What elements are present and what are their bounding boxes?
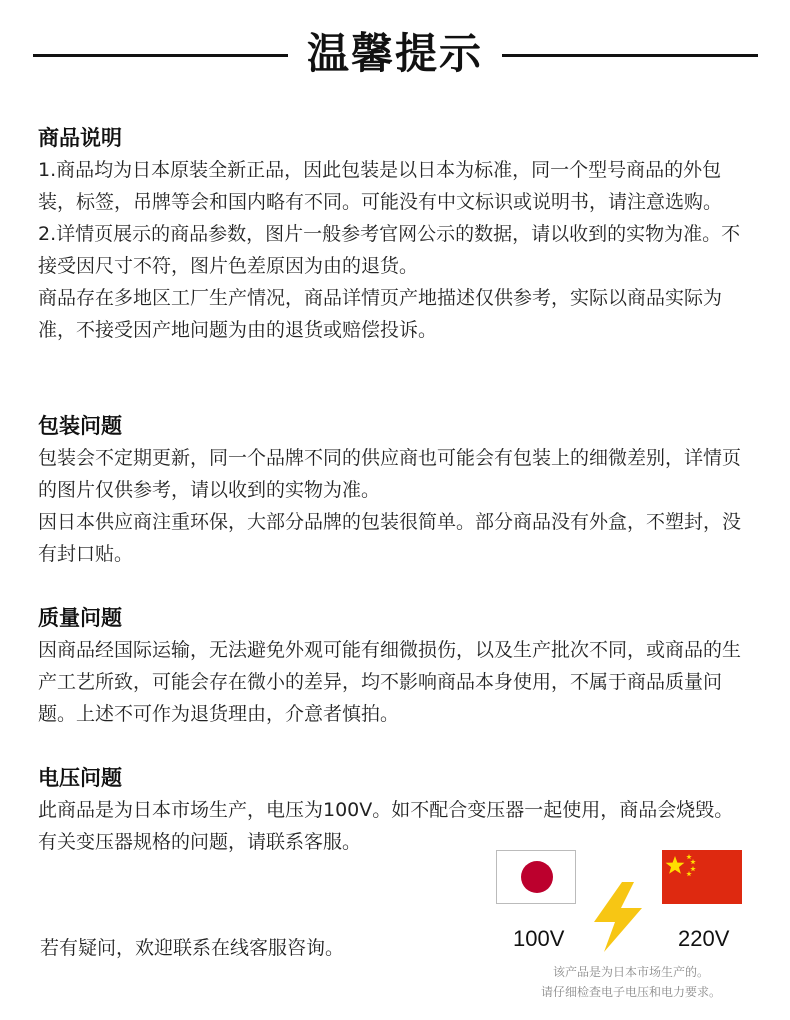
japan-flag-icon <box>496 850 576 904</box>
china-voltage-label: 220V <box>678 926 730 951</box>
page-title: 温馨提示 <box>306 29 483 78</box>
section-heading: 包装问题 <box>38 414 122 438</box>
japan-voltage-label: 100V <box>513 926 565 951</box>
section-paragraph: 因商品经国际运输，无法避免外观可能有细微损伤，以及生产批次不同，或商品的生产工艺所致，可能会存在微小的差异，均不影响商品本身使用，不属于商品质量问题。上述不可作为退货理由，介意者慎拍。 <box>38 639 742 725</box>
section-heading: 商品说明 <box>38 126 122 150</box>
section-heading: 电压问题 <box>38 766 122 790</box>
section-paragraph: 此商品是为日本市场生产，电压为100V。如不配合变压器一起使用，商品会烧毁。 <box>38 799 734 821</box>
voltage-note-line-2: 请仔细检查电子电压和电力要求。 <box>540 985 721 999</box>
page-header <box>0 20 790 90</box>
section-heading: 质量问题 <box>38 606 122 630</box>
voltage-figure <box>496 848 766 1008</box>
section-paragraph: 包装会不定期更新，同一个品牌不同的供应商也可能会有包装上的细微差别，详情页的图片仅供参考，请以收到的实物为准。 <box>38 447 742 501</box>
contact-line: 若有疑问，欢迎联系在线客服咨询。 <box>40 937 345 959</box>
section-paragraph: 商品存在多地区工厂生产情况，商品详情页产地描述仅供参考，实际以商品实际为准，不接受因产地问题为由的退货或赔偿投诉。 <box>38 287 723 341</box>
section-quality <box>38 602 758 730</box>
section-paragraph: 有关变压器规格的问题，请联系客服。 <box>38 831 362 853</box>
section-paragraph: 1.商品均为日本原装全新正品，因此包装是以日本为标准，同一个型号商品的外包装，标签，吊牌等会和国内略有不同。可能没有中文标识或说明书，请注意选购。 <box>38 159 723 213</box>
header-divider-right <box>502 54 758 57</box>
section-paragraph: 因日本供应商注重环保，大部分品牌的包装很简单。部分商品没有外盒，不塑封，没有封口贴。 <box>38 511 742 565</box>
section-packaging <box>38 410 758 570</box>
section-paragraph: 2.详情页展示的商品参数，图片一般参考官网公示的数据，请以收到的实物为准。不接受因尺寸不符，图片色差原因为由的退货。 <box>38 223 741 277</box>
header-divider-left <box>33 54 288 57</box>
section-voltage <box>38 762 758 858</box>
section-product-description <box>38 122 758 346</box>
voltage-note-line-1: 该产品是为日本市场生产的。 <box>552 965 709 979</box>
lightning-bolt-icon <box>588 882 648 952</box>
china-flag-icon <box>662 850 742 904</box>
